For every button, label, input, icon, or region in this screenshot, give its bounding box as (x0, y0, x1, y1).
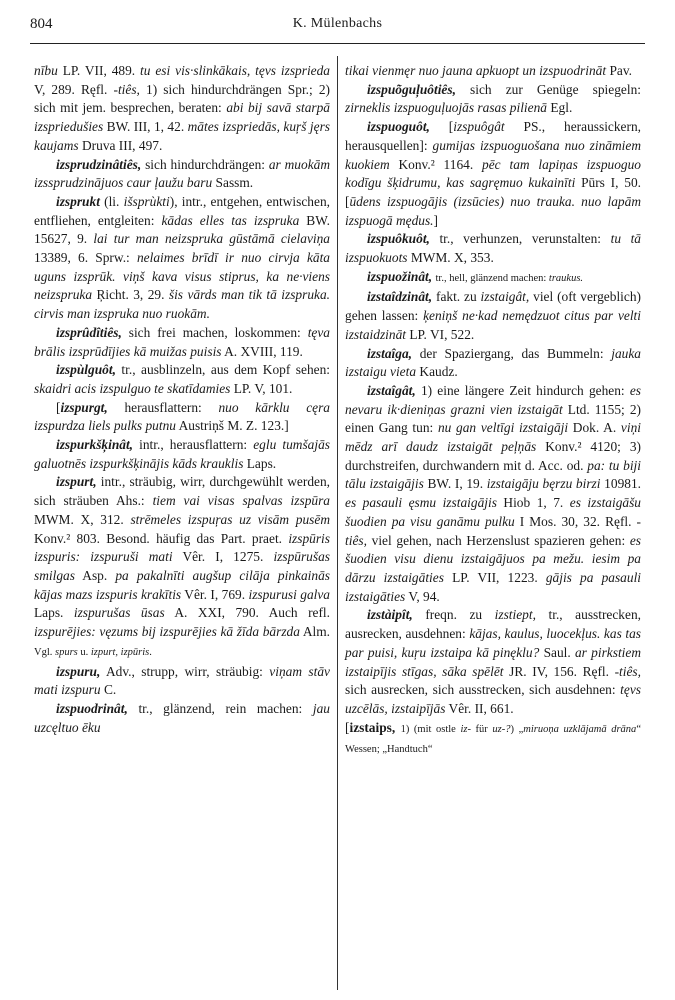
dictionary-entry: izspuõguļuôtiês, sich zur Genüge spiegeln: zirneklis izspuoguļuojās rasas pilienā Egl. (345, 81, 641, 116)
dictionary-entry: izsprukt (li. išsprùkti), intr., entgehen, entwischen, entfliehen, entgleiten: kādas elles tas izspruka BW. 15627, 9. lai tur man neizspruka gūstāmā cielaviņa 13389, 6. Sprw.: nelaimes brīdī ir nuo cirvja kāta uguns izsprūk. viņš kava visus stiprus, ka ne·viens neizspruka Ŗicht. 3, 29. šis vārds man tik tā izspruka. cirvis man izspruka nuo ruokām. (34, 193, 330, 322)
dictionary-entry: izstaîdzinât, fakt. zu izstaigât, viel (oft vergeblich) gehen lassen: ķeniņš ne·kad nemędzuot citus par velti izstaidzināt LP. VI, 522. (345, 289, 641, 342)
dictionary-entry: izspurkšķinât, intr., herausflattern: eglu tumšajās galuotnēs izspurkšķinājis kāds krauklis Laps. (34, 437, 330, 471)
page-header (30, 16, 645, 42)
dictionary-entry: [izstaips, 1) (mit ostle iz- für uz-?) „miruoņa uzklājamā drāna“ Wessen; „Handtuch“ (345, 719, 641, 756)
dictionary-entry: izspuodrinât, tr., glänzend, rein machen: jau uzcęltuo ēku (34, 700, 330, 735)
page-number: 804 (30, 16, 53, 32)
running-head: K. Mülenbachs (292, 16, 383, 31)
dictionary-entry: izspuru, Adv., strupp, wirr, sträubig: viņam stāv mati izspuru C. (34, 663, 330, 698)
dictionary-entry: tikai vienmęr nuo jauna apkuopt un izspuodrināt Pav. (345, 63, 633, 78)
dictionary-entry: [izspurgt, herausflattern: nuo kārklu cęra izspurdza liels pulks putnu Austriņš M. Z. 123.] (34, 399, 330, 434)
right-column (345, 62, 641, 760)
dictionary-entry: izspurt, intr., sträubig, wirr, durchgewühlt werden, sich sträuben Ahs.: tiem vai visas spalvas izspūra MWM. X, 312. strēmeles izspuŗas uz visām pusēm Konv.² 803. Besond. häufig das Part. praet. izspūris izspuris: izspuruši mati Vêr. I, 1275. izspūrušas smilgas Asp. pa pakalnīti augšup cilāja pinkainās kājas mazs izspuris krakītis Vêr. I, 769. izspurusi galva Laps. izspurušas ūsas A. XXI, 790. Auch refl. izspurējies: vęzums bij izspurējies kā žīda bārzda Alm. Vgl. spurs u. izpurt, izpūris. (34, 474, 331, 658)
left-column (34, 62, 330, 737)
dictionary-entry: izspuoguôt, [izspuôgât PS., heraussickern, herausquellen]: gumijas izspuoguošana nuo zināmiem kuokiem Konv.² 1164. pēc tam lapiņas izspuoguo kodīgu šķidrumu, kas sagręmuo kukainīti Pūrs I, 50. [ūdens izspuogājis (izsūcies) nuo trauka. nuo lapām izspuogā mędus.] (345, 119, 642, 228)
column-divider (337, 56, 338, 990)
dictionary-entry: izspuožinât, tr., hell, glänzend machen: traukus. (367, 268, 584, 284)
dictionary-entry: izstàipît, freqn. zu izstiept, tr., ausstrecken, ausrecken, ausdehnen: kājas, kaulus, luocekļus. kas tas par puisi, kuŗu izstaipa kā pinęklu? Saul. ar pirkstiem izstaipījis stīgas, sāka spēlēt JR. IV, 156. Ręfl. -tiês, sich ausrecken, sich ausstrecken, sich ausdehnen: tęvs uzcēlās, izstaipījās Vêr. II, 661. (345, 607, 641, 716)
dictionary-entry: nību LP. VII, 489. tu esi vis·slinkākais, tęvs izsprieda V, 289. Ręfl. -tiês, 1) sich hindurchdrängen Spr.; 2) sich mit jem. besprechen, beraten: abi bij savā starpā izspriedušies BW. III, 1, 42. mātes izspriedās, kuŗš jęrs kaujams Druva III, 497. (34, 63, 331, 153)
dictionary-entry: izsprudzinâtiês, sich hindurchdrängen: ar muokām izssprudzinājuos caur ļaužu baru Sassm. (34, 156, 331, 191)
dictionary-entry: izspùlguôt, tr., ausblinzeln, aus dem Kopf sehen: skaidri acis izspulguo te skatīdamies LP. V, 101. (34, 362, 330, 396)
dictionary-entry: izstaîgât, 1) eine längere Zeit hindurch gehen: es nevaru ik·dieniņas grazni vien izstaigāt Ltd. 1155; 2) einen Gang tun: nu gan veltīgi izstaigāji Dok. A. viņi mēdz arī daudz izstaigāt peļņās Konv.² 4120; 3) durchstreifen, durchwandern mit d. Acc. od. pa: tu biji tālu izstaigājis BW. I, 19. izstaigāju bęrzu birzi 10981. es pasauli ęsmu izstaigājis Hiob 1, 7. es izstaigāšu šuodien pa visu ganāmu pulku I Mos. 30, 32. Ręfl. -tiês, viel gehen, nach Herzenslust spazieren gehen: es šuodien visu dienu izstaigājuos pa mežu. iesim pa dārzu izstaigāties LP. VII, 1223. gājis pa pasauli izstaigāties V, 94. (345, 382, 642, 604)
header-rule (30, 43, 645, 44)
dictionary-entry: izsprûdîtiês, sich frei machen, loskommen: tęva brālis izsprūdījies kā muižas puisis A. XVIII, 119. (34, 324, 330, 359)
dictionary-entry: izstaîga, der Spaziergang, das Bummeln: jauka izstaigu vieta Kaudz. (345, 345, 641, 380)
dictionary-entry: izspuôkuôt, tr., verhunzen, verunstalten: tu tā izspuokuots MWM. X, 353. (345, 231, 641, 266)
